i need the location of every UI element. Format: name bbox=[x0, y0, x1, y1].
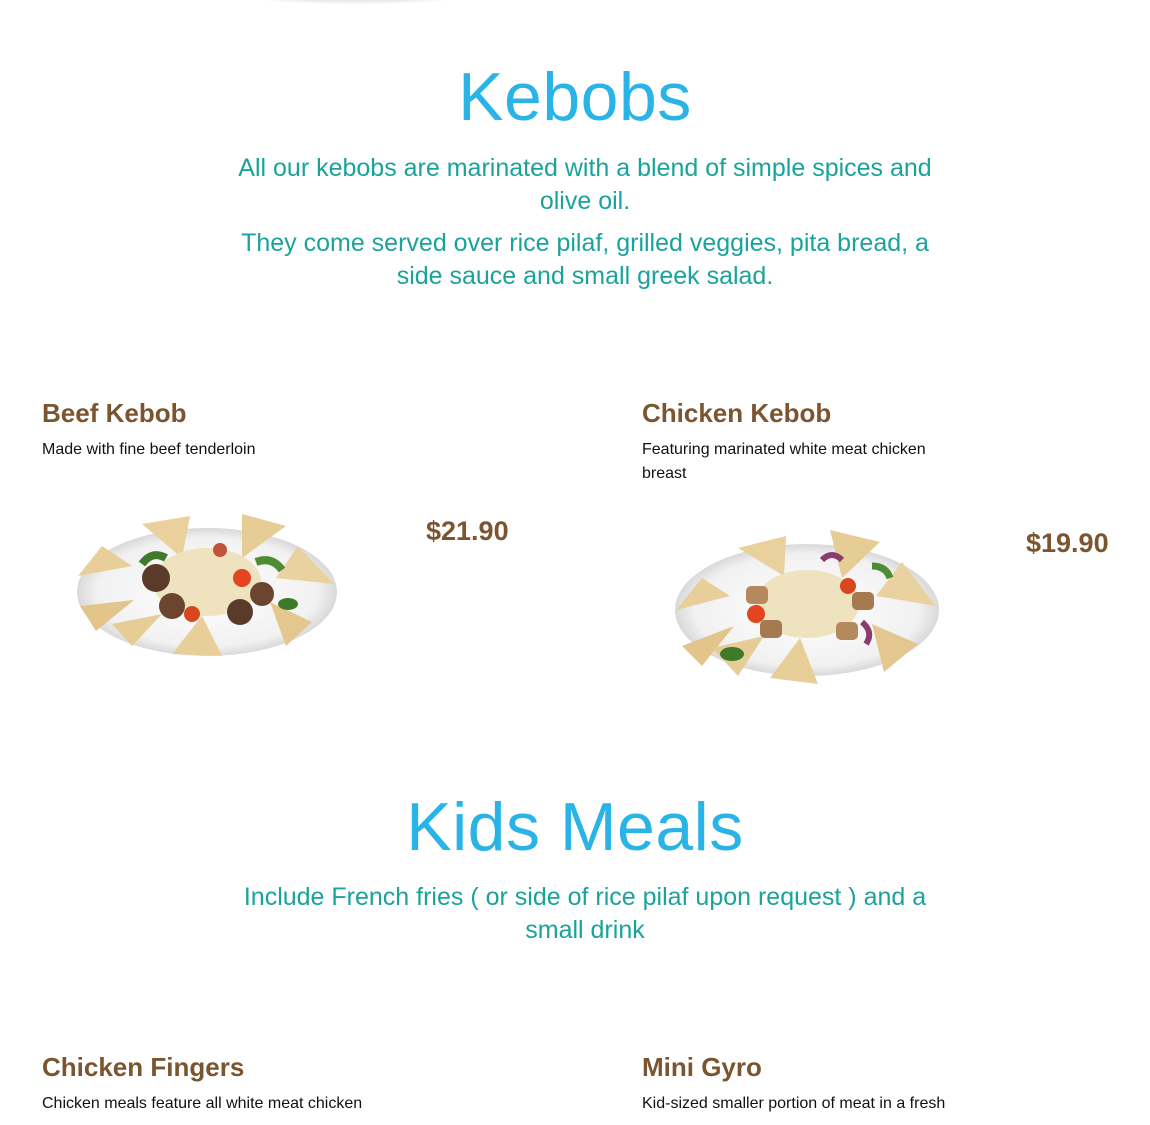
section-title-kebobs: Kebobs bbox=[458, 59, 692, 135]
item-description: Chicken meals feature all white meat chicken bbox=[42, 1095, 363, 1112]
item-description: Featuring marinated white meat chicken breast bbox=[642, 441, 926, 482]
beef-kebob-photo[interactable] bbox=[72, 506, 342, 666]
item-price: $19.90 bbox=[1026, 528, 1109, 558]
item-description: Kid-sized smaller portion of meat in a fresh bbox=[642, 1095, 946, 1112]
previous-item-photo-fragment bbox=[250, 0, 460, 4]
item-name: Beef Kebob bbox=[42, 398, 187, 428]
item-name: Chicken Fingers bbox=[42, 1052, 245, 1082]
kebobs-description-served-with: They come served over rice pilaf, grilled veggies, pita bread, a side sauce and small greek salad. bbox=[241, 229, 929, 290]
kebobs-description-marinade: All our kebobs are marinated with a blend of simple spices and olive oil. bbox=[238, 154, 932, 215]
kids-meals-description: Include French fries ( or side of rice pilaf upon request ) and a small drink bbox=[243, 883, 927, 944]
item-description: Made with fine beef tenderloin bbox=[42, 441, 256, 458]
section-title-kids-meals: Kids Meals bbox=[406, 789, 744, 865]
item-name: Chicken Kebob bbox=[642, 398, 832, 428]
chicken-kebob-photo[interactable] bbox=[672, 526, 942, 686]
item-price: $21.90 bbox=[426, 516, 509, 546]
item-name: Mini Gyro bbox=[642, 1052, 762, 1082]
